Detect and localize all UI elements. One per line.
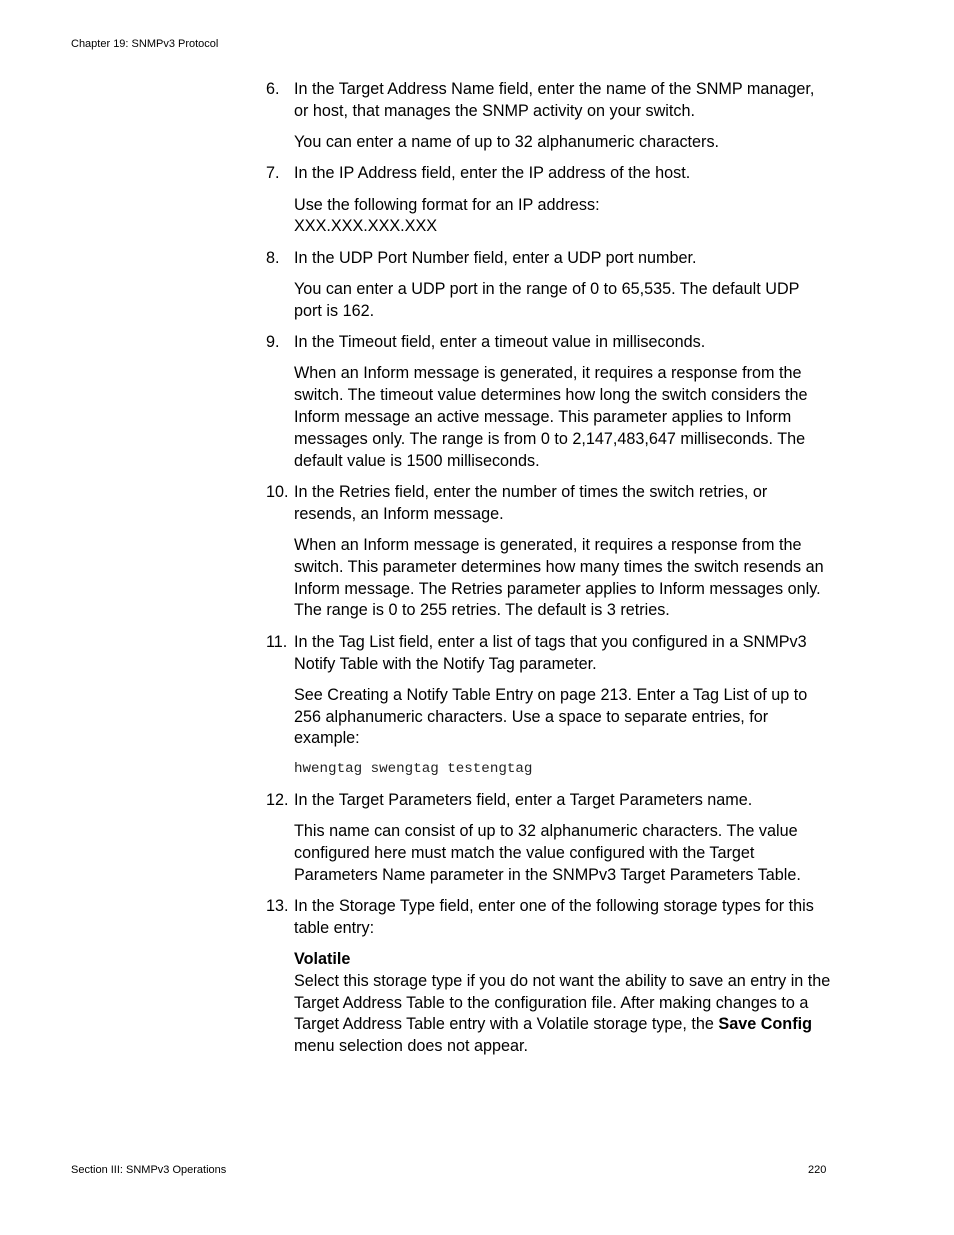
step-number: 7. bbox=[266, 164, 280, 183]
term-description-end: menu selection does not appear. bbox=[294, 1037, 528, 1056]
step-note: This name can consist of up to 32 alphanumeric characters. The value configured here must match the value configured with the Target Parameters Name parameter in the SNMPv3 Target Parameters Table. bbox=[294, 822, 801, 884]
page-body bbox=[266, 79, 831, 1058]
term-heading: Volatile bbox=[294, 950, 351, 968]
step-note: When an Inform message is generated, it requires a response from the switch. This parameter determines how many times the switch resends an Inform message. The Retries parameter applies to Inform messages only. The range is 0 to 255 retries. The default is 3 retries. bbox=[294, 536, 824, 620]
step-text: In the UDP Port Number field, enter a UDP port number. bbox=[294, 248, 697, 267]
step-text: In the Storage Type field, enter one of the following storage types for this table entry: bbox=[294, 896, 814, 937]
step-11 bbox=[266, 632, 831, 676]
step-number: 6. bbox=[266, 80, 280, 98]
term-description: Select this storage type if you do not want the ability to save an entry in the Target Address Table to the configuration file. After making changes to a Target Address Table entry with a Volatile storage type, the bbox=[294, 971, 831, 1034]
step-6 bbox=[266, 79, 831, 123]
step-note: You can enter a name of up to 32 alphanumeric characters. bbox=[294, 133, 720, 152]
step-9 bbox=[266, 332, 831, 354]
step-note: You can enter a UDP port in the range of 0 to 65,535. The default UDP port is 162. bbox=[294, 280, 800, 320]
step-10 bbox=[266, 482, 831, 526]
running-footer-section: Section III: SNMPv3 Operations bbox=[71, 1164, 227, 1176]
step-text: In the IP Address field, enter the IP address of the host. bbox=[294, 164, 691, 183]
step-text: In the Target Parameters field, enter a Target Parameters name. bbox=[294, 790, 753, 809]
step-number: 12. bbox=[266, 790, 289, 809]
step-13 bbox=[266, 896, 831, 940]
step-number: 13. bbox=[266, 896, 289, 915]
step-text: In the Timeout field, enter a timeout value in milliseconds. bbox=[294, 333, 706, 352]
step-number: 8. bbox=[266, 248, 280, 267]
step-12 bbox=[266, 790, 831, 812]
step-8 bbox=[266, 248, 831, 270]
ip-format-example: XXX.XXX.XXX.XXX bbox=[294, 217, 438, 236]
storage-type-volatile bbox=[266, 949, 831, 1058]
page-number: 220 bbox=[808, 1164, 827, 1176]
code-example: hwengtag swengtag testengtag bbox=[294, 761, 533, 778]
step-number: 11. bbox=[266, 632, 288, 651]
running-header: Chapter 19: SNMPv3 Protocol bbox=[71, 38, 219, 50]
step-number: 9. bbox=[266, 333, 280, 352]
step-note: See Creating a Notify Table Entry on page 213. Enter a Tag List of up to 256 alphanumeric characters. Use a space to separate entries, for example: bbox=[294, 685, 808, 748]
step-note bbox=[266, 195, 831, 239]
step-text: In the Tag List field, enter a list of tags that you configured in a SNMPv3 Notify Table with the Notify Tag parameter. bbox=[294, 632, 807, 673]
step-7 bbox=[266, 163, 831, 185]
step-number: 10. bbox=[266, 482, 289, 501]
step-text: In the Retries field, enter the number of times the switch retries, or resends, an Inform message. bbox=[294, 482, 768, 523]
step-note-line: Use the following format for an IP address: bbox=[294, 195, 600, 214]
step-text: In the Target Address Name field, enter the name of the SNMP manager, or host, that manages the SNMP activity on your switch. bbox=[294, 80, 815, 120]
menu-option-save-config: Save Config bbox=[718, 1015, 812, 1034]
step-note: When an Inform message is generated, it requires a response from the switch. The timeout value determines how long the switch considers the Inform message an active message. This parameter applies to Inform messages only. The range is from 0 to 2,147,483,647 milliseconds. The default value is 1500 milliseconds. bbox=[294, 364, 808, 470]
